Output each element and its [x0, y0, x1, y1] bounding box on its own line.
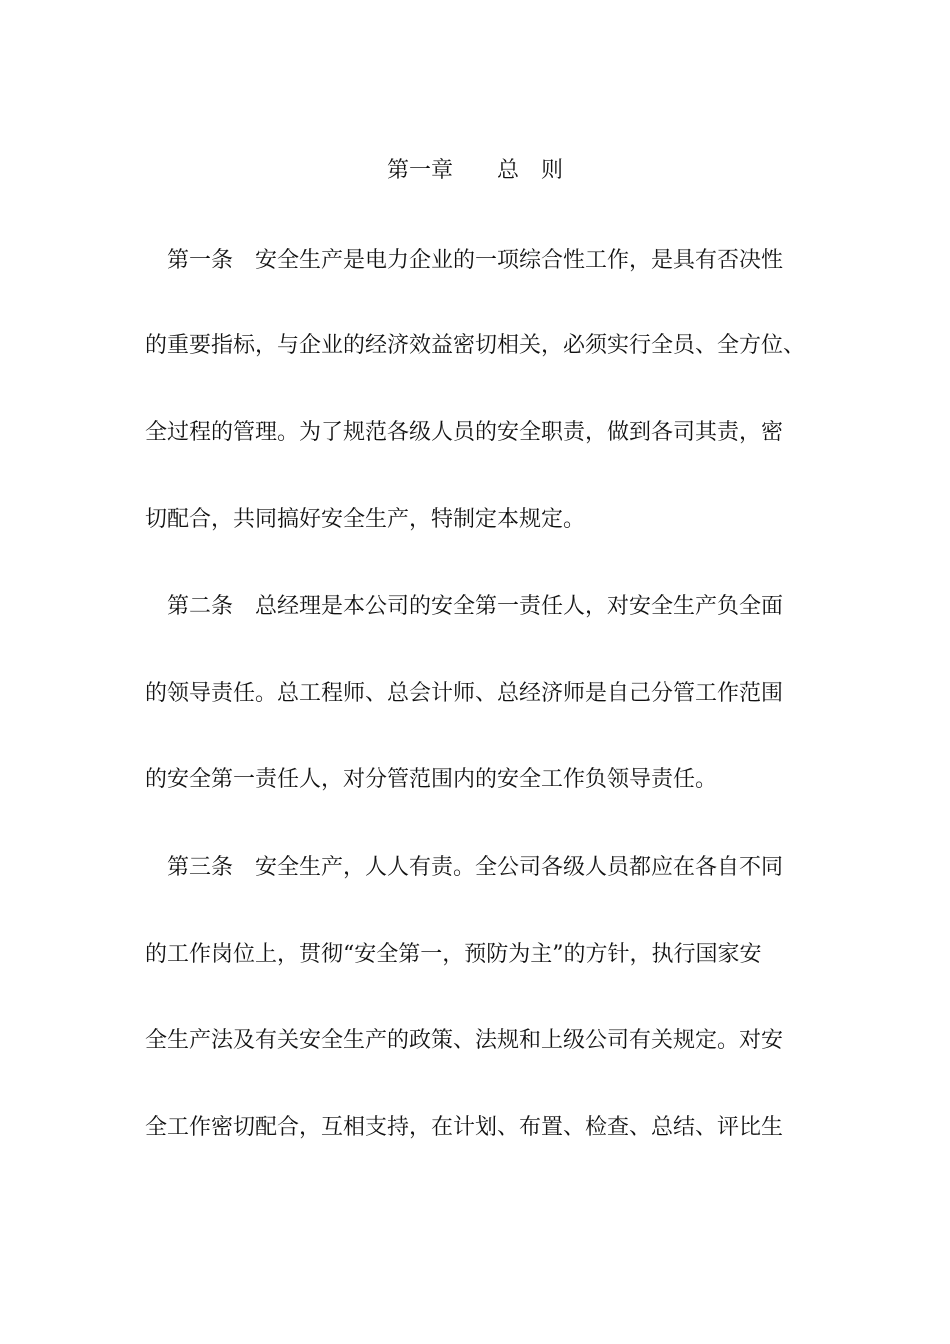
article-3-line-4: 全工作密切配合，互相支持，在计划、布置、检查、总结、评比生 — [145, 1115, 784, 1140]
article-1-line-4: 切配合，共同搞好安全生产，特制定本规定。 — [145, 507, 586, 532]
article-2-line-3: 的安全第一责任人，对分管范围内的安全工作负领导责任。 — [145, 767, 718, 792]
article-2-line-2: 的领导责任。总工程师、总会计师、总经济师是自己分管工作范围 — [145, 681, 784, 706]
article-3-line-3: 全生产法及有关安全生产的政策、法规和上级公司有关规定。对安 — [145, 1028, 784, 1053]
article-3-line-2: 的工作岗位上，贯彻“安全第一，预防为主”的方针，执行国家安 — [145, 942, 762, 967]
article-1-line-3: 全过程的管理。为了规范各级人员的安全职责，做到各司其责，密 — [145, 420, 784, 445]
chapter-title: 第一章 总 则 — [386, 158, 563, 183]
article-3-line-1: 第三条 安全生产，人人有责。全公司各级人员都应在各自不同 — [167, 855, 784, 880]
article-1-line-1: 第一条 安全生产是电力企业的一项综合性工作，是具有否决性 — [167, 248, 784, 273]
article-1-line-2: 的重要指标，与企业的经济效益密切相关，必须实行全员、全方位、 — [145, 333, 806, 358]
article-2-line-1: 第二条 总经理是本公司的安全第一责任人，对安全生产负全面 — [167, 594, 784, 619]
